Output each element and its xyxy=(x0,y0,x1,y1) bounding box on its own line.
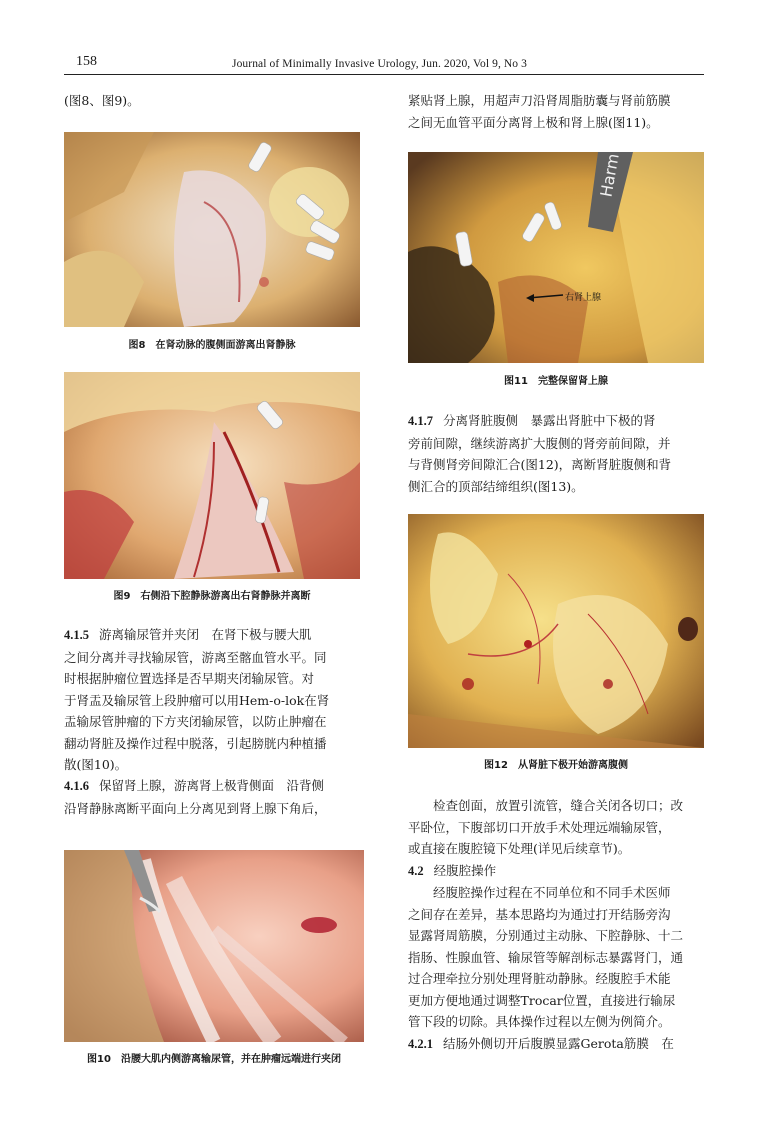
instrument-label: Harm xyxy=(596,152,623,199)
section-4-1-5-line-4: 于肾盂及输尿管上段肿瘤可以用Hem-o-lok在肾 xyxy=(64,692,330,708)
section-4-2-line-7: 管下段的切除。具体操作过程以左侧为例简介。 xyxy=(408,1014,671,1029)
figure11-image xyxy=(408,152,704,363)
section-4-1-5-line-7: 散(图10)。 xyxy=(64,757,128,772)
figure11-caption: 图11 完整保留肾上腺 xyxy=(504,376,608,387)
section-4-1-5 xyxy=(64,624,360,776)
figure10-caption: 图10 沿腰大肌内侧游离输尿管，并在肿瘤远端进行夹闭 xyxy=(87,1054,341,1065)
header-rule xyxy=(64,74,704,75)
figure8-caption: 图8 在肾动脉的腹侧面游离出肾静脉 xyxy=(128,340,296,351)
figure9-image xyxy=(64,372,360,579)
right-paragraph-line-2: 平卧位，下腹部切口开放手术处理远端输尿管， xyxy=(408,819,671,835)
section-4-2-line-3: 显露肾周筋膜，分别通过主动脉、下腔静脉、十二 xyxy=(408,928,684,943)
figure11-annotation: 右肾上腺 xyxy=(565,293,602,303)
section-4-2-line-4: 指肠、性腺血管、输尿管等解剖标志暴露肾门，通 xyxy=(408,949,684,965)
section-4-2-1-line-1: 4.2.1 结肠外侧切开后腹膜显露Gerota筋膜 在 xyxy=(408,1035,674,1051)
section-4-2-heading: 4.2 经腹腔操作 xyxy=(408,862,497,878)
section-number: 4.1.5 xyxy=(64,628,89,642)
figure12-caption: 图12 从肾脏下极开始游离腹侧 xyxy=(484,760,628,771)
section-4-2-line-6: 更加方便地通过调整Trocar位置，直接进行输尿 xyxy=(408,992,676,1008)
figure9-caption: 图9 右侧沿下腔静脉游离出右肾静脉并离断 xyxy=(113,591,311,602)
section-number: 4.2.1 xyxy=(408,1036,433,1051)
right-paragraph xyxy=(408,795,704,1055)
right-top-text xyxy=(408,90,704,133)
section-4-2-line-2: 之间存在差异，基本思路均为通过打开结肠旁沟 xyxy=(408,906,671,922)
right-top-line-2: 之间无血管平面分离肾上极和肾上腺(图11)。 xyxy=(408,114,659,130)
running-header: Journal of Minimally Invasive Urology, Jun. 2020, Vol 9, No 3 xyxy=(232,58,527,70)
section-number: 4.1.7 xyxy=(408,414,433,428)
section-4-1-5-line-5: 盂输尿管肿瘤的下方夹闭输尿管，以防止肿瘤在 xyxy=(64,714,327,729)
figure12-image xyxy=(408,514,704,748)
section-4-1-5-line-1: 4.1.5 游离输尿管并夹闭 在肾下极与腰大肌 xyxy=(64,627,312,642)
right-paragraph-line-1: 检查创面，放置引流管，缝合关闭各切口；改 xyxy=(433,798,684,813)
section-4-1-7-line-1: 4.1.7 分离肾脏腹侧 暴露出肾脏中下极的肾 xyxy=(408,413,656,428)
right-top-line-1: 紧贴肾上腺，用超声刀沿肾周脂肪囊与肾前筋膜 xyxy=(408,93,671,108)
figure8-image xyxy=(64,132,360,327)
section-4-1-7 xyxy=(408,410,704,497)
section-4-1-5-line-2: 之间分离并寻找输尿管，游离至髂血管水平。同 xyxy=(64,649,327,665)
section-4-2-line-1: 经腹腔操作过程在不同单位和不同手术医师 xyxy=(433,885,671,900)
right-paragraph-line-3: 或直接在腹腔镜下处理(详见后续章节)。 xyxy=(408,841,631,856)
section-4-1-7-line-4: 侧汇合的顶部结缔组织(图13)。 xyxy=(408,478,584,494)
section-4-2-line-5: 过合理牵拉分别处理肾脏动静脉。经腹腔手术能 xyxy=(408,971,671,986)
section-4-1-5-line-6: 翻动肾脏及操作过程中脱落，引起膀胱内种植播 xyxy=(64,735,327,751)
section-4-1-6-line-1: 4.1.6 保留肾上腺，游离肾上极背侧面 沿背侧 xyxy=(64,778,325,793)
section-4-1-6 xyxy=(64,775,360,819)
section-number: 4.2 xyxy=(408,863,424,878)
section-number: 4.1.6 xyxy=(64,779,89,793)
page-number: 158 xyxy=(76,54,97,69)
section-4-1-6-line-2: 沿肾静脉离断平面向上分离见到肾上腺下角后， xyxy=(64,800,327,816)
left-top-text: (图8、图9)。 xyxy=(64,93,140,108)
section-4-1-7-line-2: 旁前间隙，继续游离扩大腹侧的肾旁前间隙，并 xyxy=(408,435,671,451)
section-4-1-5-line-3: 时根据肿瘤位置选择是否早期夹闭输尿管。对 xyxy=(64,671,315,686)
figure10-image xyxy=(64,850,364,1042)
section-4-1-7-line-3: 与背侧肾旁间隙汇合(图12)，离断肾脏腹侧和背 xyxy=(408,457,672,472)
